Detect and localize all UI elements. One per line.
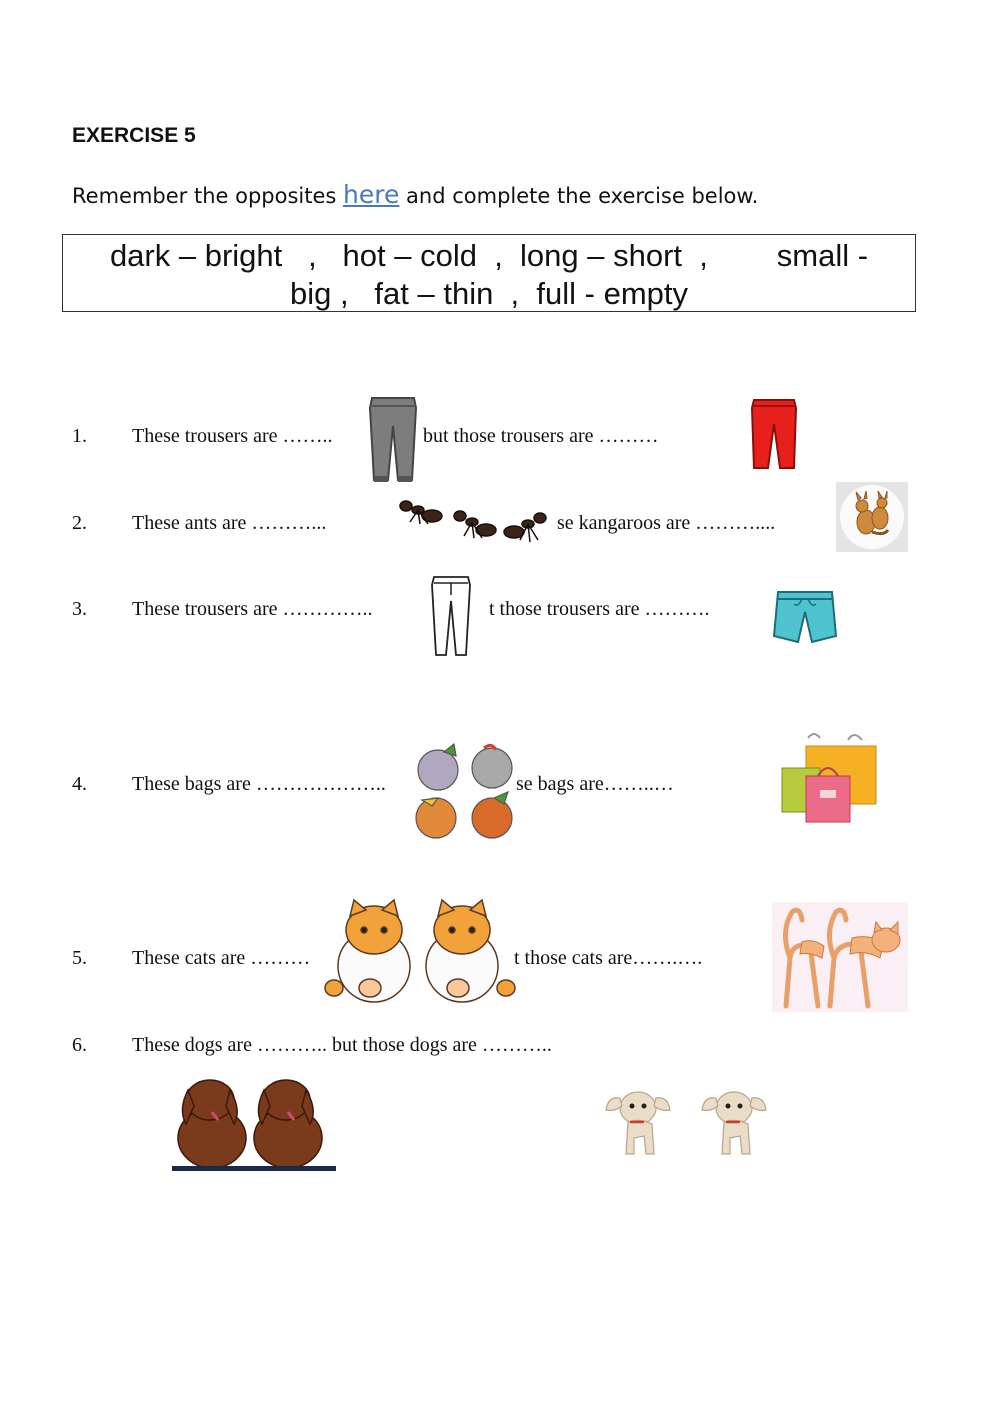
item-text-part2: t those trousers are ………. — [489, 598, 710, 620]
exercise-item-1 — [0, 425, 1000, 451]
item-text-part2: se kangaroos are ……….... — [557, 512, 776, 534]
here-link[interactable]: here — [343, 180, 400, 209]
blue-shorts-icon — [772, 588, 838, 646]
big-kangaroos-icon — [836, 482, 908, 552]
item-text-part1: These trousers are ………….. — [132, 598, 373, 620]
item-number: 4. — [72, 773, 87, 795]
instruction-after: and complete the exercise below. — [399, 184, 759, 208]
item-number: 2. — [72, 512, 87, 534]
big-brown-dogs-icon — [172, 1076, 336, 1172]
word-box-line-2: big , fat – thin , full - empty — [289, 276, 688, 311]
item-text-part2: but those trousers are ……… — [423, 425, 659, 447]
empty-shopping-bags-icon — [778, 732, 884, 828]
item-text-part1: These bags are ……………….. — [132, 773, 386, 795]
item-number: 1. — [72, 425, 87, 447]
word-box-line-1: dark – bright , hot – cold , long – short , small - — [109, 238, 869, 273]
item-number: 5. — [72, 947, 87, 969]
exercise-title: EXERCISE 5 — [72, 124, 196, 147]
small-white-dogs-icon — [596, 1082, 782, 1168]
long-white-trousers-icon — [430, 575, 472, 659]
item-text-part1: These ants are ………... — [132, 512, 327, 534]
item-text-part1: These cats are ……… — [132, 947, 311, 969]
small-ants-icon — [388, 492, 558, 552]
item-number: 3. — [72, 598, 87, 620]
item-text-part2: t those cats are…….…. — [514, 947, 703, 969]
exercise-item-6 — [0, 1034, 1000, 1060]
instruction-before: Remember the opposites — [72, 184, 344, 208]
instruction-line — [72, 180, 758, 209]
item-text-part1: These trousers are …….. — [132, 425, 333, 447]
full-bags-icon — [410, 742, 520, 844]
exercise-item-3 — [0, 598, 1000, 624]
item-text-part2: se bags are……..… — [516, 773, 674, 795]
fat-cats-icon — [330, 900, 518, 1004]
red-short-trousers-icon — [750, 398, 798, 472]
item-text-part1: These dogs are ……….. but those dogs are ……….. — [132, 1034, 552, 1056]
item-number: 6. — [72, 1034, 87, 1056]
long-grey-trousers-icon — [366, 396, 420, 486]
thin-cats-icon — [772, 902, 908, 1012]
opposites-word-box — [62, 234, 916, 312]
